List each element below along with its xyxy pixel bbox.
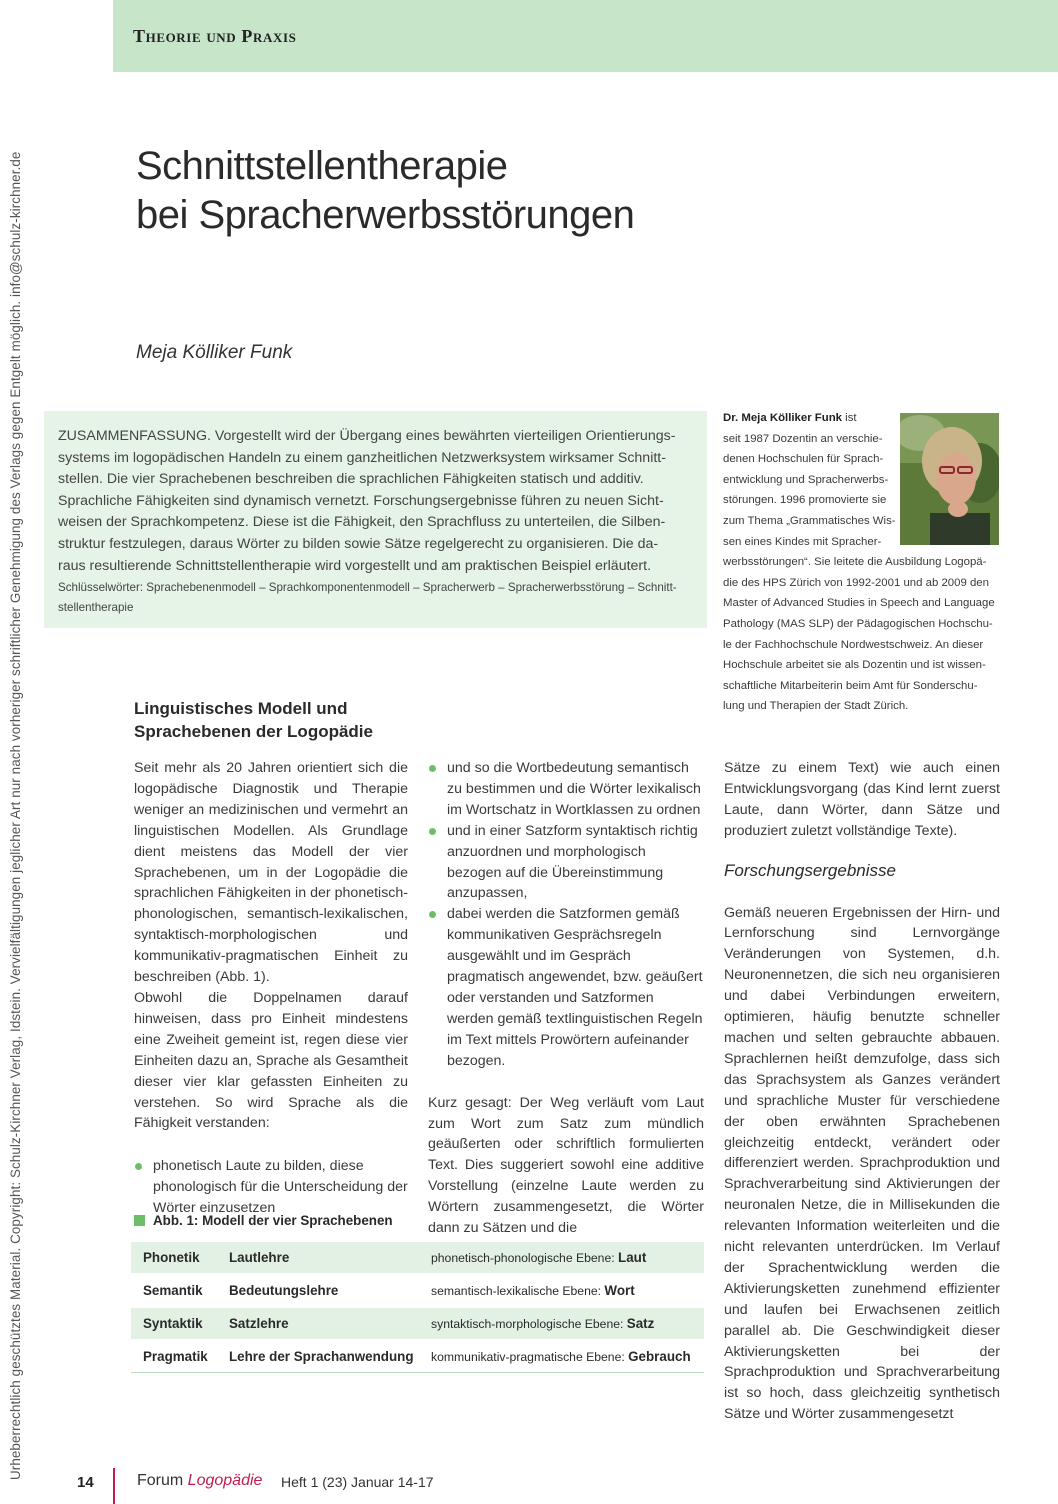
issue-info: Heft 1 (23) Januar 14-17 [281, 1474, 434, 1490]
section-heading [134, 697, 414, 743]
table-cell: Satzlehre [217, 1307, 419, 1340]
bio-line: störungen. 1996 promovierte sie [723, 494, 887, 507]
text-column-3 [724, 758, 1000, 1425]
bio-line: denen Hochschulen für Sprach- [723, 453, 884, 466]
abstract-box [44, 411, 707, 628]
list-item: und in einer Satzform syntaktisch richtig anzuordnen und morphologisch bezogen auf die Übereinstimmung anzupassen, [428, 821, 704, 905]
caption-text: Abb. 1: Modell der vier Sprachebenen [153, 1213, 393, 1228]
text-column-2 [428, 758, 704, 1239]
bio-text: ist [842, 412, 857, 424]
bio-line: werbsstörungen“. Sie leitete die Ausbildung Logopä- [723, 556, 987, 569]
paragraph: Obwohl die Doppelnamen darauf hinweisen, dass pro Einheit mindestens eine Zweiheit gemeint ist, regen diese vier Einheiten dazu an, Sprache als Gesamtheit dieser vier klar gefassten Einheiten zu verstehen. So wird Sprache als die Fähigkeit verstanden: [134, 989, 408, 1132]
keywords-line: Schlüsselwörter: Sprachebenenmodell – Sprachkomponentenmodell – Spracherwerb – Spracherwerbsstörung – Schnitt- [58, 581, 677, 595]
table-cell: Syntaktik [131, 1307, 217, 1340]
bio-line [723, 408, 1015, 429]
abstract-line: systems im logopädischen Handeln zu einem ganzheitlichen Netzwerksystem wirksamer Schnitt- [58, 449, 666, 466]
bio-line: schaftliche Mitarbeiterin beim Amt für Sonderschu- [723, 679, 978, 692]
table-row [131, 1241, 704, 1274]
copyright-notice: Urheberrechtlich geschütztes Material. Copyright: Schulz-Kirchner Verlag, Idstein. Vervielfältigungen jeglicher Art nur nach vorheriger schriftlicher Genehmigung des Verlags gegen Entgelt möglich. info@schulz-kirchner.de [8, 151, 23, 1480]
bio-line: sen eines Kindes mit Spracher- [723, 535, 882, 548]
abstract-line: Sprachliche Fähigkeiten sind dynamisch vernetzt. Forschungsergebnisse führen zu neuen Sicht- [58, 492, 664, 509]
table-cell: Phonetik [131, 1241, 217, 1274]
cell-unit: Satz [626, 1316, 655, 1331]
table-cell: Bedeutungslehre [217, 1274, 419, 1307]
page-footer [0, 1460, 600, 1500]
bio-line: entwicklung und Spracherwerbs- [723, 473, 889, 486]
table-cell: Pragmatik [131, 1340, 217, 1373]
cell-unit: Laut [618, 1250, 647, 1265]
bio-line: seit 1987 Dozentin an verschie- [723, 432, 883, 445]
table-cell [419, 1274, 704, 1307]
article-title [136, 142, 836, 240]
bio-name: Dr. Meja Kölliker Funk [723, 412, 843, 424]
author-name: Meja Kölliker Funk [136, 342, 293, 363]
bio-line: lung und Therapien der Stadt Zürich. [723, 700, 909, 713]
journal-title [137, 1472, 262, 1490]
paragraph: Gemäß neueren Ergebnissen der Hirn- und Lernforschung sind Lernvorgänge Veränderungen von Systemen, d.h. Neuronennetzen, die sich neu organisieren und dabei Verbindungen erweitern, optimieren, häufig benutzte schneller machen und selten gebrauchte abbauen. Sprachlernen heißt demzufolge, dass sich das Sprachsystem als Ganzes verändert und sprachliche Muster für verschiedene der oben erwähnten Sprachebenen gleichzeitig entdeckt, verändert oder differenziert werden. Sprachproduktion und Sprachverarbeitung sind Aktivierungen der neuronalen Netze, die in Millisekunden die relevanten Information weiterleiten und die nicht relevanten unterdrücken. Im Verlauf der Sprachentwicklung werden die Aktivierungsketten zunehmend effizienter und laufen bei Erwachsenen zeitlich parallel ab. Die Geschwindigkeit dieser Aktivierungsketten bei der Sprachproduktion und Sprachverarbeitung ist so hoch, dass gleichzeitig synthetisch Sätze und Wörter zusammengesetzt [724, 904, 1000, 1423]
abstract-text [58, 426, 698, 618]
table-cell: Lehre der Sprachanwendung [217, 1340, 419, 1373]
bio-line: zum Thema „Grammatisches Wis- [723, 514, 896, 527]
list-item: dabei werden die Satzformen gemäß kommunikativen Gesprächsregeln ausgewählt und im Gespräch pragmatisch angewendet, bzw. geäußert oder verstanden und Satzformen werden gemäß textlinguistischen Regeln im Text mittels Prowörtern aufeinander bezogen. [428, 904, 704, 1071]
abstract-line: weisen der Sprachkompetenz. Diese ist die Fähigkeit, den Sprachfluss zu unterteilen, die Silben- [58, 514, 666, 531]
paragraph: Seit mehr als 20 Jahren orientiert sich die logopädische Diagnostik und Therapie weniger an medizinischen und vermehrt an linguistischen Modellen. Als Grundlage dient meistens das Modell der vier Sprachebenen, um in der Logopädie die sprachlichen Fähigkeiten in der phonetisch-phonologischen, semantisch-lexikalischen, syntaktisch-morphologischen und kommunikativ-pragmatischen Einheit zu beschreiben (Abb. 1). [134, 760, 408, 986]
abstract-line: struktur festzulegen, daraus Wörter zu bilden sowie Sätze regelgerecht zu organisieren. Die da- [58, 535, 659, 552]
table-row [131, 1307, 704, 1340]
list-item: phonetisch Laute zu bilden, diese phonologisch für die Unterscheidung der Wörter einzusetzen [134, 1156, 408, 1219]
list-item: und so die Wortbedeutung semantisch zu bestimmen und die Wörter lexikalisch im Wortschatz in Wortklassen zu ordnen [428, 758, 704, 821]
abstract-line: stellen. Die vier Sprachebenen beschreiben die sprachlichen Fähigkeiten statisch und additiv. [58, 471, 644, 488]
cell-text: kommunikativ-pragmatische Ebene: [431, 1350, 629, 1364]
bio-line: die des HPS Zürich von 1992-2001 und ab 2009 den [723, 576, 989, 589]
keywords [58, 578, 698, 618]
heading-line: Linguistisches Modell und [134, 699, 348, 718]
bio-line: Hochschule arbeitet sie als Dozentin und ist wissen- [723, 659, 986, 672]
table-row [131, 1274, 704, 1307]
bio-line: Pathology (MAS SLP) der Pädagogischen Hochschu- [723, 617, 993, 630]
keywords-line: stellentherapie [58, 601, 134, 615]
bullet-list [134, 1156, 408, 1219]
table-row [131, 1340, 704, 1373]
figure-caption [134, 1213, 393, 1228]
author-bio [723, 408, 1015, 717]
page-number: 14 [77, 1474, 94, 1491]
abstract-line: raus resultierende Schnittstellentherapie wird vorgestellt und am praktischen Beispiel erläutert. [58, 557, 652, 574]
section-heading: Forschungsergebnisse [724, 860, 896, 880]
table-cell: Lautlehre [217, 1241, 419, 1274]
table-cell: Semantik [131, 1274, 217, 1307]
heading-line: Sprachebenen der Logopädie [134, 722, 373, 741]
title-line: Schnittstellentherapie [136, 144, 508, 188]
cell-text: semantisch-lexikalische Ebene: [431, 1284, 605, 1298]
bio-line: le der Fachhochschule Nordwestschweiz. An dieser [723, 638, 984, 651]
table-cell [419, 1241, 704, 1274]
section-header [113, 0, 1058, 72]
cell-text: syntaktisch-morphologische Ebene: [431, 1317, 627, 1331]
table-cell [419, 1340, 704, 1373]
language-levels-table [131, 1240, 704, 1373]
abstract-line: ZUSAMMENFASSUNG. Vorgestellt wird der Übergang eines bewährten vierteiligen Orientierungs- [58, 428, 676, 444]
bio-line: Master of Advanced Studies in Speech and Language [723, 597, 995, 610]
journal-logo: Logopädie [187, 1472, 263, 1489]
cell-unit: Wort [604, 1283, 635, 1298]
section-label: Theorie und Praxis [133, 26, 297, 46]
paragraph: Sätze zu einem Text) wie auch einen Entwicklungsvorgang (das Kind lernt zuerst Laute, dann Wörter, dann Sätze und produziert zuletzt vollständige Texte). [724, 760, 1000, 839]
table-cell [419, 1307, 704, 1340]
title-line: bei Spracherwerbsstörungen [136, 193, 635, 237]
cell-text: phonetisch-phonologische Ebene: [431, 1251, 619, 1265]
text-column-1 [134, 758, 408, 1219]
paragraph: Kurz gesagt: Der Weg verläuft vom Laut zum Wort zum Satz zum mündlich geäußerten oder schriftlich formulierten Text. Dies suggeriert sowohl eine additive Vorstellung (einzelne Laute werden zu Wörtern zusammengesetzt, die Wörter dann zu Sätzen und die [428, 1094, 704, 1237]
bullet-list [428, 758, 704, 1072]
footer-divider [113, 1468, 115, 1504]
caption-marker [134, 1215, 145, 1226]
journal-prefix: Forum [137, 1472, 188, 1489]
cell-unit: Gebrauch [628, 1349, 691, 1364]
